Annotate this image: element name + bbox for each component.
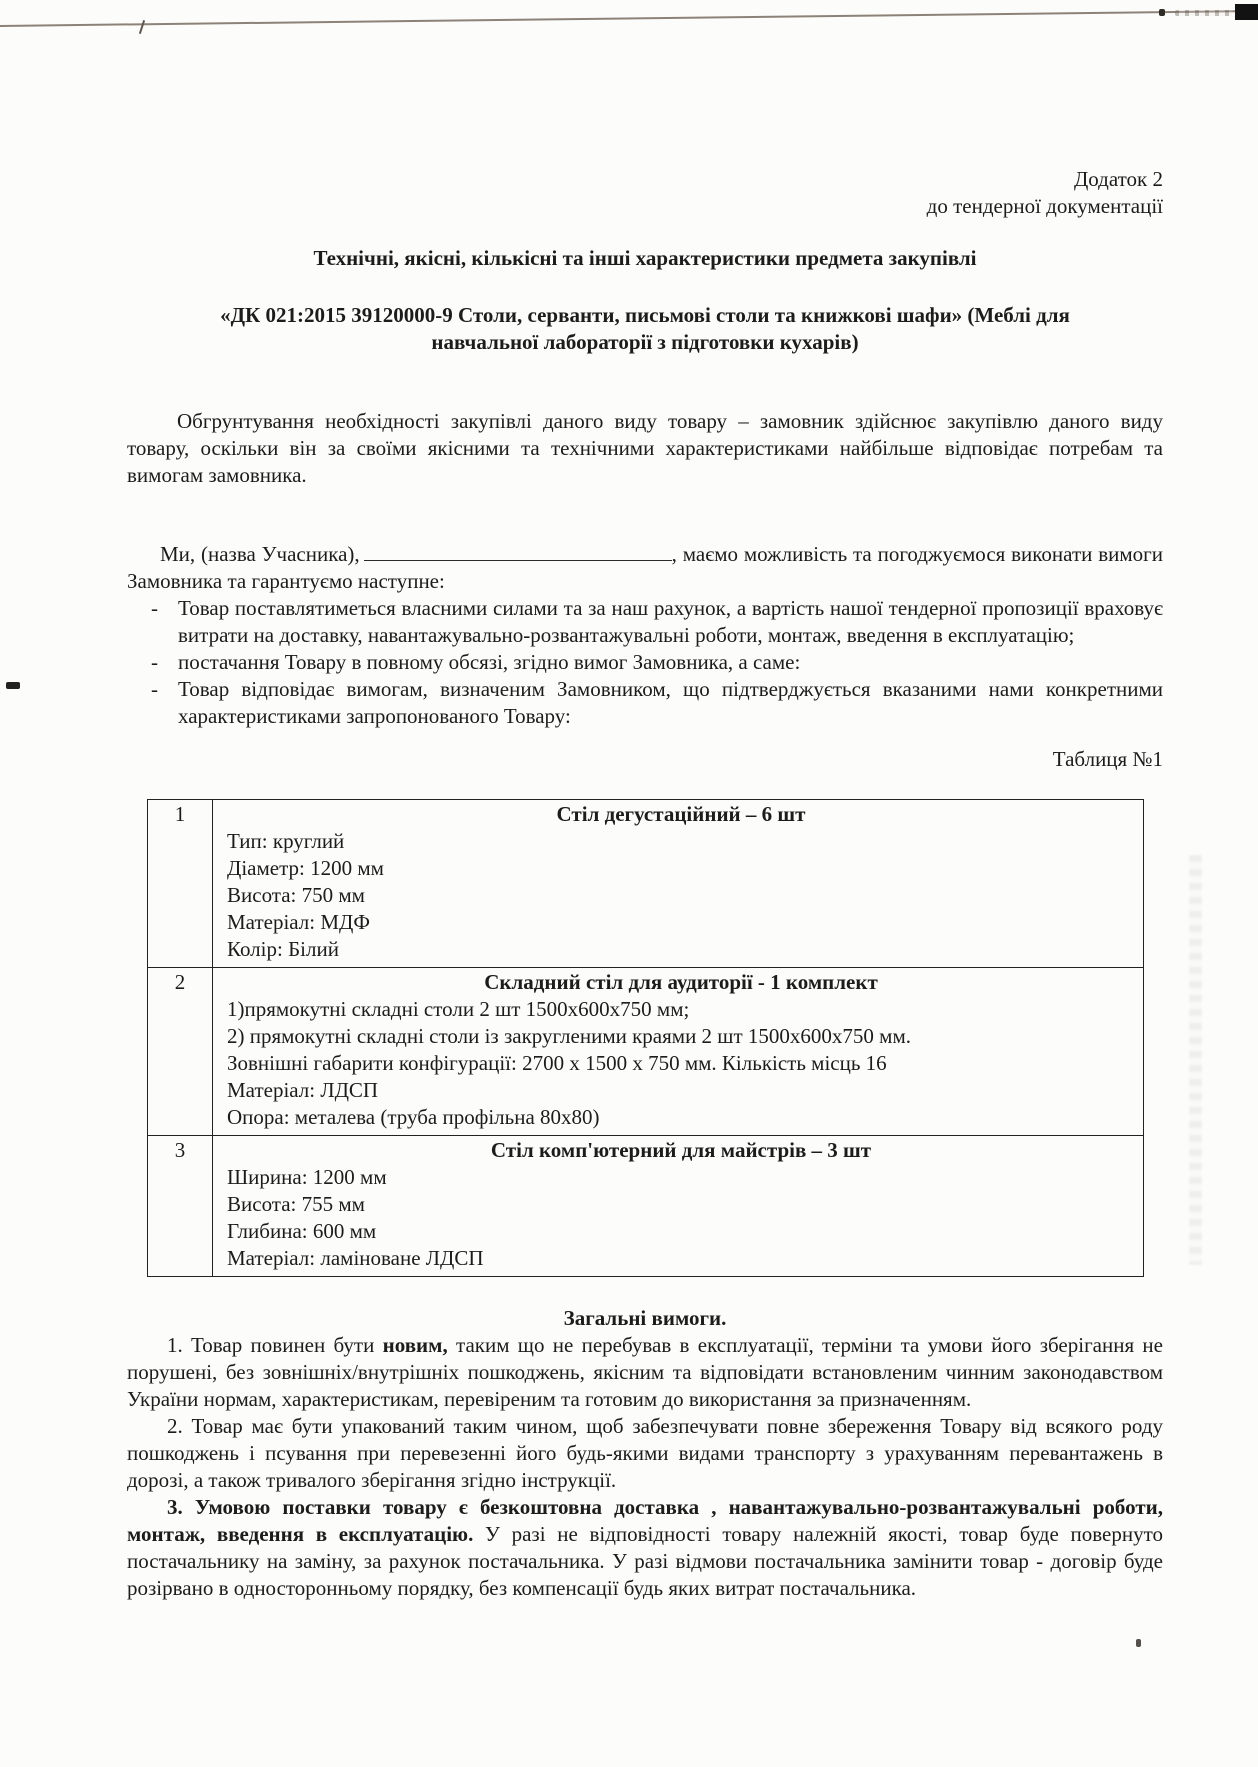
list-item (127, 649, 1163, 676)
paragraph-text: 1. Товар повинен бути (167, 1333, 383, 1357)
general-paragraph-2: 2. Товар має бути упакований таким чином, щоб забезпечувати повне збереження Товару від всякого роду пошкоджень і псування при перевезенні його будь-якими видами транспорту з урахуванням перевантажень в дорозі, а також тривалого зберігання згідно інструкції. (127, 1414, 1163, 1492)
row-number-cell: 3 (148, 1136, 213, 1277)
spec-line: Матеріал: ламіноване ЛДСП (227, 1246, 484, 1270)
spec-line: Матеріал: ЛДСП (227, 1078, 379, 1102)
paragraph-bold-text: 3. Умовою поставки товару є безкоштовна доставка , навантажувально-розвантажувальні роботи, монтаж, введення в експлуатацію. (127, 1495, 1163, 1546)
row-number-cell: 2 (148, 968, 213, 1136)
spec-line: Висота: 750 мм (227, 883, 365, 907)
table-caption: Таблиця №1 (1052, 747, 1163, 771)
spec-line: Зовнішні габарити конфігурації: 2700 х 1500 х 750 мм. Кількість місць 16 (227, 1051, 887, 1075)
spec-line: 1)прямокутні складні столи 2 шт 1500х600х750 мм; (227, 997, 690, 1021)
list-item-text: Товар відповідає вимогам, визначеним Замовником, що підтверджується вказаними нами конкретними характеристиками запропонованого Товару: (178, 677, 1163, 728)
spec-line: Тип: круглий (227, 829, 345, 853)
spec-table (147, 799, 1144, 1277)
spec-line: Колір: Білий (227, 937, 339, 961)
paragraph-text: таким що не перебував в експлуатації, терміни та умови його зберігання не порушені, без зовнішніх/внутрішніх пошкоджень, якісним та відповідати встановленим чинним законодавством України нормам, характеристикам, перевіреним та готовим до використання за призначенням. (127, 1333, 1163, 1411)
spec-line: Ширина: 1200 мм (227, 1165, 387, 1189)
spec-line: Діаметр: 1200 мм (227, 856, 384, 880)
list-item-text: Товар поставлятиметься власними силами та за наш рахунок, а вартість нашої тендерної пропозиції враховує витрати на доставку, навантажувально-розвантажувальні роботи, монтаж, введення в експлуатацію; (178, 596, 1163, 647)
commitment-list (127, 595, 1163, 730)
scan-artifact-smudge (1175, 10, 1233, 16)
paragraph-bold-text: новим, (382, 1333, 448, 1357)
general-paragraph-3 (127, 1494, 1163, 1602)
general-paragraph-1 (127, 1332, 1163, 1413)
table-row (148, 968, 1144, 1136)
table-row (148, 800, 1144, 968)
item-title: Стіл комп'ютерний для майстрів – 3 шт (490, 1138, 872, 1162)
scan-artifact-speck-left (6, 682, 20, 689)
annex-header (127, 166, 1163, 220)
spec-line: Матеріал: МДФ (227, 910, 370, 934)
spec-line: Глибина: 600 мм (227, 1219, 377, 1243)
justification-paragraph: Обгрунтування необхідності закупівлі даного виду товару – замовник здійснює закупівлю даного виду товару, оскільки він за своїми якісними та технічними характеристиками найбільше відповідає потребам та вимогам замовника. (127, 409, 1163, 487)
procurement-subject: «ДК 021:2015 39120000-9 Столи, серванти, письмові столи та книжкові шафи» (Меблі для навчальної лабораторії з підготовки кухарів) (220, 303, 1070, 354)
row-number-cell: 1 (148, 800, 213, 968)
dash-marker: - (151, 650, 158, 674)
scan-artifact-tick (139, 20, 145, 34)
list-item (127, 676, 1163, 730)
dash-marker: - (151, 596, 158, 620)
scan-artifact-dot (1159, 9, 1165, 16)
list-item-text: постачання Товару в повному обсязі, згідно вимог Замовника, а саме: (178, 650, 801, 674)
annex-subtitle: до тендерної документації (926, 194, 1163, 218)
item-title: Стіл дегустаційний – 6 шт (556, 802, 806, 826)
participant-prefix: Ми, (назва Учасника), (160, 542, 360, 566)
scan-artifact-speck-bottom (1136, 1639, 1141, 1647)
participant-suffix: , маємо можливість та погоджуємося виконати вимоги Замовника та гарантуємо наступне: (127, 542, 1163, 593)
paragraph-text: У разі не відповідності товару належній якості, товар буде повернуто постачальнику на заміну, за рахунок постачальника. У разі відмови постачальника замінити товар - договір буде розірвано в односторонньому порядку, без компенсації будь яких витрат постачальника. (127, 1522, 1163, 1600)
participant-statement (127, 541, 1163, 595)
spec-line: Висота: 755 мм (227, 1192, 365, 1216)
list-item (127, 595, 1163, 649)
row-spec-cell (213, 1136, 1144, 1277)
scan-artifact-show-through (1189, 855, 1202, 1265)
document-title: Технічні, якісні, кількісні та інші характеристики предмета закупівлі (313, 246, 977, 270)
general-requirements-heading: Загальні вимоги. (563, 1306, 727, 1330)
annex-number: Додаток 2 (1073, 167, 1163, 191)
scan-artifact-corner-mark (1235, 4, 1258, 20)
spec-line: 2) прямокутні складні столи із закругленими краями 2 шт 1500х600х750 мм. (227, 1024, 911, 1048)
document-content (127, 166, 1163, 1602)
row-spec-cell (213, 968, 1144, 1136)
scan-artifact-top-line (0, 10, 1258, 27)
item-title: Складний стіл для аудиторії - 1 комплект (484, 970, 878, 994)
spec-line: Опора: металева (труба профільна 80х80) (227, 1105, 600, 1129)
table-row (148, 1136, 1144, 1277)
row-spec-cell (213, 800, 1144, 968)
participant-name-blank (364, 543, 672, 561)
dash-marker: - (151, 677, 158, 701)
